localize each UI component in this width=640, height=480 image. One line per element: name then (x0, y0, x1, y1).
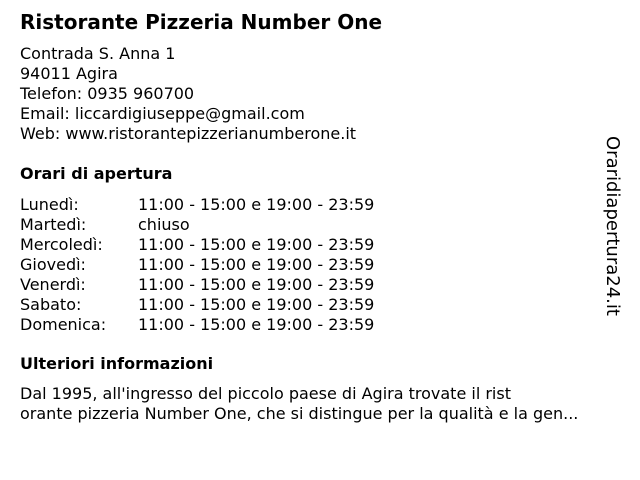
hours-row-wednesday (20, 235, 374, 255)
day-label: Mercoledì: (20, 235, 103, 254)
more-info-text (20, 384, 630, 424)
contact-block (20, 44, 356, 144)
hours-row-saturday (20, 295, 374, 315)
day-label: Domenica: (20, 315, 107, 334)
email-address[interactable]: Email: liccardigiuseppe@gmail.com (20, 104, 305, 123)
hours-value: 11:00 - 15:00 e 19:00 - 23:59 (138, 235, 375, 254)
website-link[interactable]: Web: www.ristorantepizzerianumberone.it (20, 124, 357, 143)
side-brand-watermark (594, 136, 640, 316)
restaurant-name: Ristorante Pizzeria Number One (20, 10, 383, 34)
day-label: Sabato: (20, 295, 82, 314)
hours-value: chiuso (138, 215, 190, 234)
day-label: Giovedì: (20, 255, 86, 274)
hours-value: 11:00 - 15:00 e 19:00 - 23:59 (138, 255, 375, 274)
day-label: Venerdì: (20, 275, 86, 294)
brand-text: Oraridiapertura24.it (602, 136, 623, 316)
hours-value: 11:00 - 15:00 e 19:00 - 23:59 (138, 275, 375, 294)
day-label: Martedì: (20, 215, 87, 234)
hours-value: 11:00 - 15:00 e 19:00 - 23:59 (138, 195, 375, 214)
hours-row-tuesday (20, 215, 374, 235)
hours-row-thursday (20, 255, 374, 275)
hours-row-monday (20, 195, 374, 215)
hours-value: 11:00 - 15:00 e 19:00 - 23:59 (138, 315, 375, 334)
info-line: orante pizzeria Number One, che si distingue per la qualità e la gen... (20, 404, 579, 423)
hours-value: 11:00 - 15:00 e 19:00 - 23:59 (138, 295, 375, 314)
address-city: 94011 Agira (20, 64, 118, 83)
address-street: Contrada S. Anna 1 (20, 44, 176, 63)
opening-hours-heading: Orari di apertura (20, 164, 173, 183)
hours-row-sunday (20, 315, 374, 335)
phone-number[interactable]: Telefon: 0935 960700 (20, 84, 195, 103)
day-label: Lunedì: (20, 195, 79, 214)
more-info-heading: Ulteriori informazioni (20, 354, 214, 373)
info-line: Dal 1995, all'ingresso del piccolo paese di Agira trovate il rist (20, 384, 511, 403)
opening-hours-table (20, 195, 374, 335)
hours-row-friday (20, 275, 374, 295)
